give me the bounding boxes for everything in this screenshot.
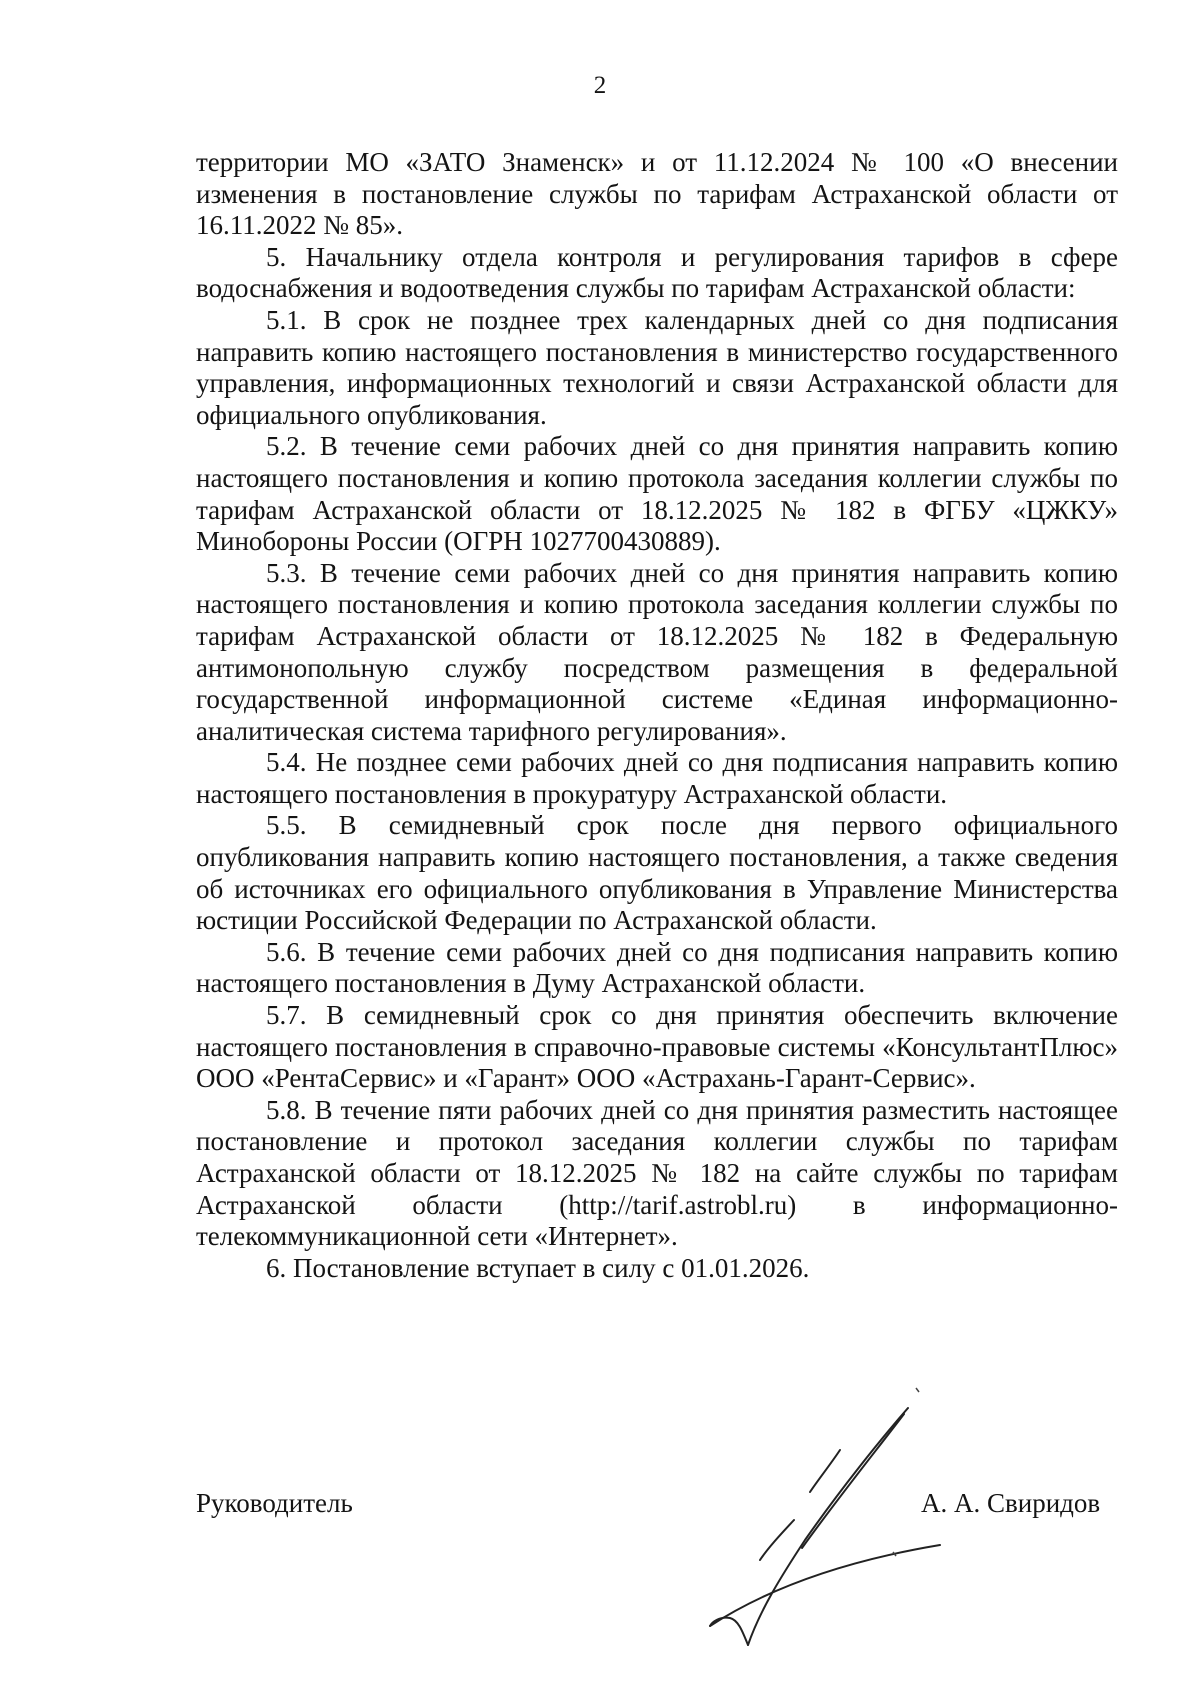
paragraph-item-5-3: 5.3. В течение семи рабочих дней со дня принятия направить копию настоящего постановления и копию протокола заседания коллегии службы по тарифам Астраханской области от 18.12.2025 № 182 в Федеральную антимонопольную службу посредством размещения в федеральной государственной информационной системе «Единая информационно-аналитическая система тарифного регулирования». <box>196 557 1118 746</box>
signatory-title: Руководитель <box>196 1488 353 1518</box>
paragraph-item-5: 5. Начальнику отдела контроля и регулирования тарифов в сфере водоснабжения и водоотведения службы по тарифам Астраханской области: <box>196 241 1118 304</box>
signatory-name: А. А. Свиридов <box>921 1488 1101 1518</box>
paragraph-item-5-5: 5.5. В семидневный срок после дня первого официального опубликования направить копию настоящего постановления, а также сведения об источниках его официального опубликования в Управление Министерства юстиции Российской Федерации по Астраханской области. <box>196 810 1118 936</box>
page-number: 2 <box>593 72 607 99</box>
paragraph-item-5-8: 5.8. В течение пяти рабочих дней со дня принятия разместить настоящее постановление и протокол заседания коллегии службы по тарифам Астраханской области от 18.12.2025 № 182 на сайте службы по тарифам Астраханской области (http://tarif.astrobl.ru) в информационно-телекоммуникационной сети «Интернет». <box>196 1094 1118 1252</box>
paragraph-item-5-1: 5.1. В срок не позднее трех календарных дней со дня подписания направить копию настоящего постановления в министерство государственного управления, информационных технологий и связи Астраханской области для официального опубликования. <box>196 304 1118 430</box>
document-body <box>196 147 1118 1284</box>
handwritten-signature <box>690 1370 950 1670</box>
paragraph-continuation: территории МО «ЗАТО Знаменск» и от 11.12.2024 № 100 «О внесении изменения в постановление службы по тарифам Астраханской области от 16.11.2022 № 85». <box>196 147 1118 241</box>
paragraph-item-5-2: 5.2. В течение семи рабочих дней со дня принятия направить копию настоящего постановления и копию протокола заседания коллегии службы по тарифам Астраханской области от 18.12.2025 № 182 в ФГБУ «ЦЖКУ» Минобороны России (ОГРН 1027700430889). <box>196 431 1118 557</box>
paragraph-item-5-4: 5.4. Не позднее семи рабочих дней со дня подписания направить копию настоящего постановления в прокуратуру Астраханской области. <box>196 747 1118 809</box>
paragraph-item-6: 6. Постановление вступает в силу с 01.01.2026. <box>266 1252 810 1283</box>
paragraph-item-5-6: 5.6. В течение семи рабочих дней со дня подписания направить копию настоящего постановления в Думу Астраханской области. <box>196 936 1118 999</box>
paragraph-item-5-7: 5.7. В семидневный срок со дня принятия обеспечить включение настоящего постановления в справочно-правовые системы «КонсультантПлюс» ООО «РентаСервис» и «Гарант» ООО «Астрахань-Гарант-Сервис». <box>196 1000 1118 1094</box>
